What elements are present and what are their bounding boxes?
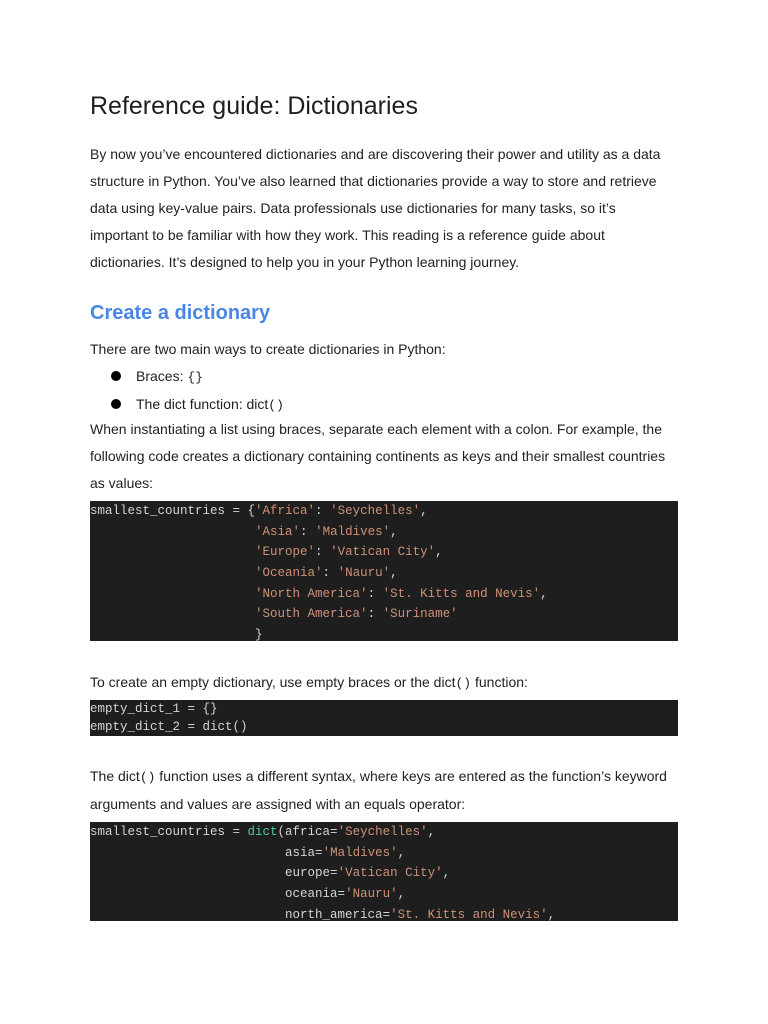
bullet-icon: [111, 399, 121, 409]
intro-paragraph: [90, 141, 680, 276]
ways-paragraph: There are two main ways to create dictionaries in Python:: [90, 341, 446, 357]
paragraph-line: as values:: [90, 475, 154, 491]
code-line: asia='Maldives',: [285, 845, 406, 860]
code-block-braces: [90, 501, 678, 641]
intro-line: structure in Python. You’ve also learned that dictionaries provide a way to store and retrieve: [90, 173, 657, 189]
code-line: europe='Vatican City',: [285, 866, 451, 881]
intro-line: data using key-value pairs. Data professionals use dictionaries for many tasks, so it’s: [90, 200, 616, 216]
code-line: empty_dict_2 = dict(): [90, 720, 248, 734]
code-line: 'Europe': 'Vatican City',: [255, 545, 443, 560]
dict-function-paragraph: [90, 763, 680, 818]
code-line: 'Asia': 'Maldives',: [255, 524, 398, 539]
inline-code: (): [455, 676, 472, 691]
list-item-label: Braces:: [136, 368, 188, 384]
empty-dict-paragraph: To create an empty dictionary, use empty braces or the dict() function:: [90, 674, 528, 691]
list-item-label: The dict function: dict: [136, 396, 269, 412]
code-line: north_america='St. Kitts and Nevis',: [285, 907, 556, 922]
page-title: Reference guide: Dictionaries: [90, 92, 418, 120]
ways-list: [90, 363, 284, 419]
code-line: smallest_countries = dict(africa='Seychelles',: [90, 825, 436, 839]
code-line: 'South America': 'Suriname': [255, 607, 458, 622]
paragraph-line: following code creates a dictionary containing continents as keys and their smallest countries: [90, 448, 666, 464]
paragraph-line: The dict() function uses a different syntax, where keys are entered as the function’s keyword: [90, 768, 667, 785]
code-block-dict-function: [90, 822, 678, 921]
list-item: [90, 363, 284, 391]
inline-code: (): [139, 770, 156, 785]
list-item: [90, 391, 284, 419]
code-block-empty: [90, 700, 678, 736]
code-line: 'North America': 'St. Kitts and Nevis',: [255, 586, 548, 601]
inline-code: {}: [187, 370, 203, 385]
code-line: oceania='Nauru',: [285, 887, 406, 902]
bullet-icon: [111, 371, 121, 381]
code-line: smallest_countries = {'Africa': 'Seychelles',: [90, 504, 428, 518]
code-line: empty_dict_1 = {}: [90, 702, 218, 716]
section-heading: Create a dictionary: [90, 302, 271, 324]
paragraph-line: When instantiating a list using braces, separate each element with a colon. For example, the: [90, 421, 662, 437]
code-line: 'Oceania': 'Nauru',: [255, 566, 398, 581]
inline-code: (): [268, 398, 284, 413]
intro-line: By now you’ve encountered dictionaries and are discovering their power and utility as a data: [90, 146, 661, 162]
code-line: }: [90, 628, 263, 643]
paragraph-line: arguments and values are assigned with an equals operator:: [90, 796, 466, 812]
instantiation-paragraph: [90, 416, 680, 497]
intro-line: dictionaries. It’s designed to help you in your Python learning journey.: [90, 254, 520, 270]
intro-line: important to be familiar with how they work. This reading is a reference guide about: [90, 227, 605, 243]
